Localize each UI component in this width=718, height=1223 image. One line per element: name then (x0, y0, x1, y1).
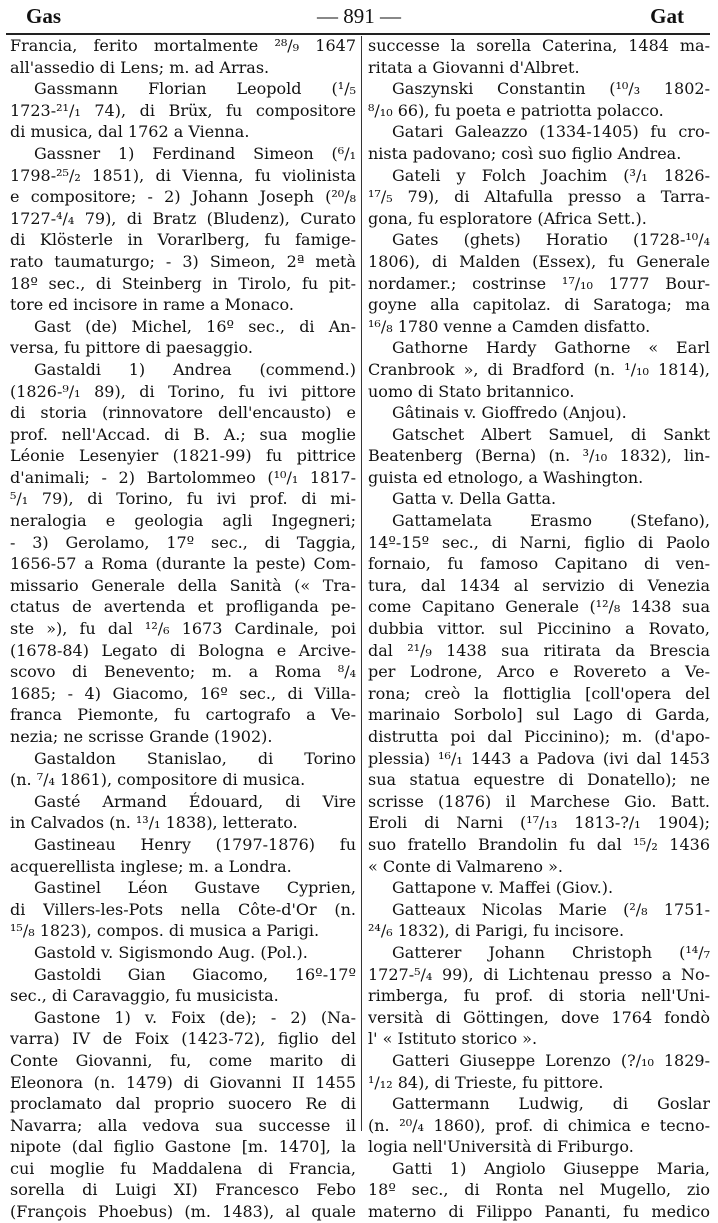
text-line: 1685; - 4) Giacomo, 16º sec., di Villa- (10, 683, 356, 703)
text-line: Gateli y Folch Joachim (³/₁ 1826- (392, 165, 710, 185)
text-line: 14º-15º sec., di Narni, figlio di Paolo (368, 532, 710, 552)
text-line: gona, fu esploratore (Africa Sett.). (368, 208, 647, 228)
text-line: Gastold v. Sigismondo Aug. (Pol.). (34, 942, 308, 962)
right-column (368, 35, 710, 1223)
text-line: Gastinel Léon Gustave Cyprien, (34, 878, 356, 898)
text-line: Gattapone v. Maffei (Giov.). (392, 878, 614, 898)
text-line: 1806), di Malden (Essex), fu Generale (368, 251, 710, 271)
text-line: Conte Giovanni, fu, come marito di (10, 1050, 356, 1070)
text-line: successe la sorella Caterina, 1484 ma- (368, 36, 710, 55)
text-line: nordamer.; costrinse ¹⁷/₁₀ 1777 Bour- (368, 273, 710, 293)
text-line: ²⁴/₆ 1832), di Parigi, fu incisore. (368, 921, 625, 941)
text-line: « Conte di Valmareno ». (368, 856, 563, 876)
text-line: tore ed incisore in rame a Monaco. (10, 295, 294, 315)
text-line: prof. nell'Accad. di B. A.; sua moglie (10, 424, 356, 444)
text-line: Gastone 1) v. Foix (de); - 2) (Na- (34, 1007, 356, 1027)
text-line: l' « Istituto storico ». (368, 1029, 538, 1049)
text-line: (François Phoebus) (m. 1483), al quale (10, 1202, 356, 1222)
text-line: Gastaldon Stanislao, di Torino (34, 748, 356, 768)
text-line: Gathorne Hardy Gathorne « Earl (392, 338, 710, 358)
text-line: Beatenberg (Berna) (n. ³/₁₀ 1832), lin- (368, 446, 710, 466)
text-line: di Klösterle in Vorarlberg, fu famige- (10, 230, 356, 250)
text-line: ¹⁶/₈ 1780 venne a Camden disfatto. (368, 316, 651, 336)
text-line: proclamato dal proprio suocero Re di (10, 1094, 356, 1114)
text-line: Gattamelata Erasmo (Stefano), (392, 511, 710, 531)
text-line: marinaio Sorbolo] sul Lago di Garda, (368, 705, 710, 725)
text-line: Gast (de) Michel, 16º sec., di An- (34, 316, 356, 336)
text-line: ctatus de avertenda et profliganda pe- (10, 597, 356, 617)
text-line: sec., di Caravaggio, fu musicista. (10, 986, 279, 1006)
text-line: Gatti 1) Angiolo Giuseppe Maria, (392, 1158, 710, 1178)
text-line: Gatteri Giuseppe Lorenzo (?/₁₀ 1829- (392, 1050, 710, 1070)
text-line: Gâtinais v. Gioffredo (Anjou). (392, 403, 627, 423)
text-line: nipote (dal figlio Gastone [m. 1470], la (10, 1137, 356, 1157)
text-line: ¹⁷/₅ 79), di Altafulla presso a Tarra- (368, 187, 710, 207)
text-line: Francia, ferito mortalmente ²⁸/₉ 1647 (10, 36, 356, 55)
header-right-guide-word: Gat (650, 4, 684, 28)
text-line: logia nell'Università di Friburgo. (368, 1137, 634, 1157)
text-line: Gastineau Henry (1797-1876) fu (34, 834, 356, 854)
text-line: (1678-84) Legato di Bologna e Arcive- (10, 640, 356, 660)
left-column (10, 35, 356, 1223)
text-line: ¹⁵/₈ 1823), compos. di musica a Parigi. (10, 921, 320, 941)
text-line: di Villers-les-Pots nella Côte-d'Or (n. (10, 899, 356, 919)
text-line: varra) IV de Foix (1423-72), figlio del (10, 1029, 356, 1049)
text-line: nista padovano; così suo figlio Andrea. (368, 143, 682, 163)
text-line: Gastaldi 1) Andrea (commend.) (34, 359, 356, 379)
text-line: (n. ²⁰/₄ 1860), prof. di chimica e tecno- (368, 1115, 710, 1135)
text-line: versa, fu pittore di paesaggio. (10, 338, 253, 358)
text-line: Gassner 1) Ferdinand Simeon (⁶/₁ (34, 143, 356, 163)
header-left-guide-word: Gas (26, 4, 62, 28)
text-line: Gastoldi Gian Giacomo, 16º-17º (34, 964, 356, 984)
text-line: uomo di Stato britannico. (368, 381, 575, 401)
text-line: tura, dal 1434 al servizio di Venezia (368, 575, 710, 595)
running-header (0, 0, 718, 36)
text-line: dal ²¹/₉ 1438 sua ritirata da Brescia (368, 640, 710, 660)
text-line: e compositore; - 2) Johann Joseph (²⁰/₈ (10, 187, 356, 207)
text-line: Gatari Galeazzo (1334-1405) fu cro- (392, 122, 710, 142)
text-line: Gattermann Ludwig, di Goslar (392, 1094, 710, 1114)
text-line: di storia (rinnovatore dell'encausto) e (10, 403, 356, 423)
text-line: sorella di Luigi XI) Francesco Febo (10, 1180, 356, 1200)
text-line: nezia; ne scrisse Grande (1902). (10, 727, 273, 746)
text-line: all'assedio di Lens; m. ad Arras. (10, 57, 270, 77)
text-line: sua statua equestre di Donatello); ne (368, 770, 710, 790)
text-line: come Capitano Generale (¹²/₈ 1438 sua (368, 597, 710, 617)
text-line: cui moglie fu Maddalena di Francia, (10, 1158, 356, 1178)
text-line: dubbia vittor. sul Piccinino a Rovato, (368, 619, 710, 639)
text-line: plessia) ¹⁶/₁ 1443 a Padova (ivi dal 1453 (368, 748, 710, 768)
text-line: Cranbrook », di Bradford (n. ¹/₁₀ 1814), (368, 359, 710, 379)
text-line: guista ed etnologo, a Washington. (368, 467, 644, 487)
text-line: 1727-⁵/₄ 99), di Lichtenau presso a No- (368, 964, 710, 984)
text-line: ritata a Giovanni d'Albret. (368, 57, 580, 77)
text-line: Léonie Lesenyier (1821-99) fu pittrice (10, 446, 356, 466)
text-line: fornaio, fu famoso Capitano di ven- (368, 554, 710, 574)
text-line: 18º sec., di Steinberg in Tirolo, fu pit- (10, 273, 356, 293)
text-line: Gaszynski Constantin (¹⁰/₃ 1802- (392, 79, 710, 99)
text-line: Eroli di Narni (¹⁷/₁₃ 1813-?/₁ 1904); (368, 813, 710, 833)
text-line: d'animali; - 2) Bartolommeo (¹⁰/₁ 1817- (10, 467, 356, 487)
text-line: Gatterer Johann Christoph (¹⁴/₇ (392, 942, 710, 962)
text-line: Eleonora (n. 1479) di Giovanni II 1455 (10, 1072, 356, 1092)
text-line: Navarra; alla vedova sua successe il (10, 1115, 356, 1135)
text-line: Gates (ghets) Horatio (1728-¹⁰/₄ (392, 230, 710, 250)
text-line: scovo di Benevento; m. a Roma ⁸/₄ (10, 662, 356, 682)
text-line: in Calvados (n. ¹³/₁ 1838), letterato. (10, 813, 298, 833)
text-line: rona; creò la flottiglia [coll'opera del (368, 683, 710, 703)
text-line: scrisse (1876) il Marchese Gio. Batt. (368, 791, 710, 811)
text-line: (1826-⁹/₁ 89), di Torino, fu ivi pittore (10, 381, 356, 401)
text-line: Gatteaux Nicolas Marie (²/₈ 1751- (392, 899, 710, 919)
text-line: 1798-²⁵/₂ 1851), di Vienna, fu violinista (10, 165, 356, 185)
text-line: franca Piemonte, fu cartografo a Ve- (10, 705, 356, 725)
text-line: rimberga, fu prof. di storia nell'Uni- (368, 986, 710, 1006)
text-line: Gatta v. Della Gatta. (392, 489, 557, 509)
text-line: missario Generale della Sanità (« Tra- (10, 575, 356, 595)
text-line: 1723-²¹/₁ 74), di Brüx, fu compositore (10, 100, 356, 120)
text-line: ¹/₁₂ 84), di Trieste, fu pittore. (368, 1072, 604, 1092)
text-line: Gatschet Albert Samuel, di Sankt (392, 424, 710, 444)
text-line: ⁵/₁ 79), di Torino, fu ivi prof. di mi- (10, 489, 356, 509)
text-line: versità di Göttingen, dove 1764 fondò (368, 1007, 710, 1027)
column-divider (361, 36, 362, 1131)
text-line: (n. ⁷/₄ 1861), compositore di musica. (10, 770, 306, 790)
text-line: acquerellista inglese; m. a Londra. (10, 856, 292, 876)
text-line: ste »), fu dal ¹²/₆ 1673 Cardinale, poi (10, 619, 356, 639)
text-line: 18º sec., di Ronta nel Mugello, zio (368, 1180, 710, 1200)
text-line: neralogia e geologia agli Ingegneri; (10, 511, 356, 531)
text-line: per Lodrone, Arco e Rovereto a Ve- (368, 662, 710, 682)
text-line: Gassmann Florian Leopold (¹/₅ (34, 79, 356, 99)
text-line: ⁸/₁₀ 66), fu poeta e patriotta polacco. (368, 100, 664, 120)
text-line: goyne alla capitolaz. di Saratoga; ma (368, 295, 710, 315)
page-number: — 891 — (317, 4, 401, 28)
text-line: di musica, dal 1762 a Vienna. (10, 122, 250, 142)
text-line: - 3) Gerolamo, 17º sec., di Taggia, (10, 532, 356, 552)
text-line: rato taumaturgo; - 3) Simeon, 2ª metà (10, 251, 356, 271)
text-line: Gasté Armand Édouard, di Vire (34, 791, 356, 811)
text-line: 1727-⁴/₄ 79), di Bratz (Bludenz), Curato (10, 208, 356, 228)
text-line: materno di Filippo Pananti, fu medico (368, 1202, 710, 1222)
text-line: distrutta poi dal Piccinino); m. (d'apo- (368, 727, 710, 746)
text-line: 1656-57 a Roma (durante la peste) Com- (10, 554, 356, 574)
text-line: suo fratello Brandolin fu dal ¹⁵/₂ 1436 (368, 834, 710, 854)
